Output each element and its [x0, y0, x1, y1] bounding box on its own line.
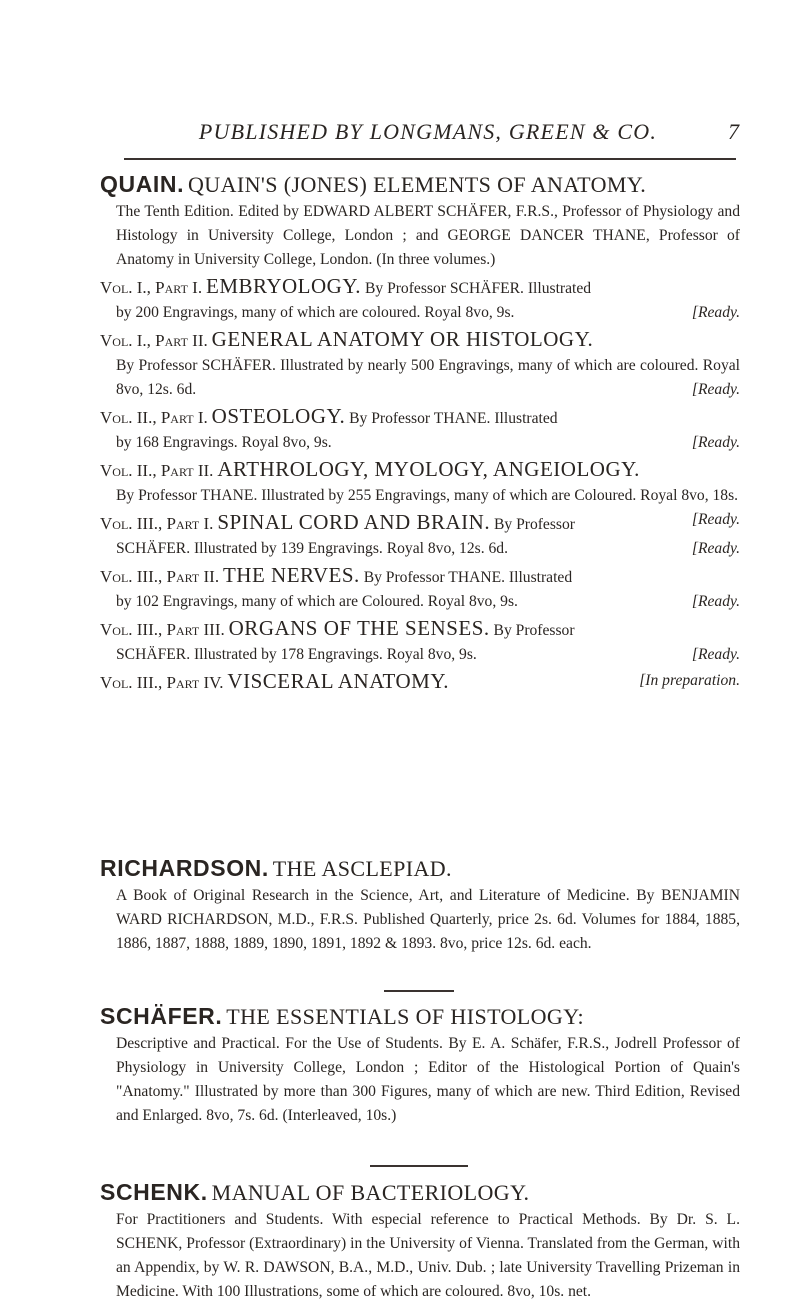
entry-key: QUAIN.	[100, 171, 185, 197]
volume-title: THE NERVES.	[222, 563, 360, 587]
entry-key: SCHÄFER.	[100, 1003, 223, 1029]
volume-details	[116, 537, 740, 561]
entry-key: SCHENK.	[100, 1179, 208, 1205]
volume-status: [Ready.	[691, 593, 740, 610]
volume-status: [In preparation.	[639, 672, 740, 689]
volume-number: Vol. III., Part IV.	[100, 673, 224, 692]
volume-details-text: By Professor SCHÄFER. Illustrated by nearly 500 Engravings, many of which are coloured. Royal 8vo, 12s. 6d.	[116, 357, 740, 398]
entry-quain	[100, 172, 740, 696]
volume-item	[100, 327, 740, 402]
volume-title: GENERAL ANATOMY OR HISTOLOGY.	[211, 327, 594, 351]
volume-details	[116, 431, 740, 455]
header-rule	[124, 158, 736, 160]
volume-byline: By Professor	[493, 516, 575, 533]
entry-heading	[100, 1004, 740, 1032]
volume-details	[116, 354, 740, 402]
entry-key: RICHARDSON.	[100, 855, 269, 881]
divider-rule	[384, 990, 454, 992]
volume-item	[100, 669, 740, 696]
volume-item	[100, 563, 740, 614]
volume-heading	[100, 327, 740, 354]
volume-details-text: by 200 Engravings, many of which are coloured. Royal 8vo, 9s.	[116, 304, 515, 321]
volume-heading	[100, 274, 740, 301]
entry-description: The Tenth Edition. Edited by EDWARD ALBERT SCHÄFER, F.R.S., Professor of Physiology and Histology in University College, London ; and GEORGE DANCER THANE, Professor of Anatomy in University College, London. (In three volumes.)	[116, 203, 740, 268]
volume-byline: By Professor SCHÄFER. Illustrated	[364, 280, 592, 297]
volume-byline: By Professor THANE. Illustrated	[363, 569, 573, 586]
volume-status: [Ready.	[691, 540, 740, 557]
volume-item	[100, 510, 740, 561]
volume-heading	[100, 669, 740, 696]
volume-number: Vol. II., Part II.	[100, 461, 214, 480]
entry-description: For Practitioners and Students. With especial reference to Practical Methods. By Dr. S. L. SCHENK, Professor (Extraordinary) in the University of Vienna. Translated from the German, with an Appendix, by W. R. DAWSON, B.A., M.D., Univ. Dub. ; late University Travelling Prizeman in Medicine. With 100 Illustrations, some of which are coloured. 8vo, 10s. net.	[116, 1211, 740, 1300]
volume-number: Vol. III., Part III.	[100, 620, 225, 639]
entry-title: THE ASCLEPIAD.	[272, 856, 452, 881]
entry-schenk	[100, 1180, 740, 1304]
volume-byline: By Professor	[493, 622, 575, 639]
entry-title: THE ESSENTIALS OF HISTOLOGY:	[226, 1004, 585, 1029]
volume-number: Vol. I., Part II.	[100, 331, 208, 350]
volume-details	[116, 590, 740, 614]
entry-description: Descriptive and Practical. For the Use of Students. By E. A. Schäfer, F.R.S., Jodrell Professor of Physiology in University College, London ; Editor of the Histological Portion of Quain's "Anatomy." Illustrated by more than 300 Figures, many of which are new. Third Edition, Revised and Enlarged. 8vo, 7s. 6d. (Interleaved, 10s.)	[116, 1035, 740, 1124]
entry-heading	[100, 856, 740, 884]
volume-details-text: by 102 Engravings, many of which are Coloured. Royal 8vo, 9s.	[116, 593, 518, 610]
volume-heading	[100, 457, 740, 484]
entry-schafer	[100, 1004, 740, 1128]
volume-status: [Ready.	[691, 646, 740, 663]
entry-heading	[100, 1180, 740, 1208]
volume-details	[116, 643, 740, 667]
volume-number: Vol. II., Part I.	[100, 408, 208, 427]
volume-heading	[100, 510, 740, 537]
volume-details-text: by 168 Engravings. Royal 8vo, 9s.	[116, 434, 332, 451]
volume-item	[100, 616, 740, 667]
entry-title: MANUAL OF BACTERIOLOGY.	[211, 1180, 530, 1205]
volume-details-text: SCHÄFER. Illustrated by 139 Engravings. Royal 8vo, 12s. 6d.	[116, 540, 508, 557]
volume-item	[100, 274, 740, 325]
volume-heading	[100, 563, 740, 590]
volume-title: OSTEOLOGY.	[211, 404, 346, 428]
volume-details-text: SCHÄFER. Illustrated by 178 Engravings. Royal 8vo, 9s.	[116, 646, 477, 663]
divider-rule	[370, 1165, 468, 1167]
entry-richardson	[100, 856, 740, 956]
volume-status: [Ready.	[691, 511, 740, 528]
entry-title: QUAIN'S (JONES) ELEMENTS OF ANATOMY.	[188, 172, 647, 197]
entry-description: A Book of Original Research in the Science, Art, and Literature of Medicine. By BENJAMIN WARD RICHARDSON, M.D., F.R.S. Published Quarterly, price 2s. 6d. Volumes for 1884, 1885, 1886, 1887, 1888, 1889, 1890, 1891, 1892 & 1893. 8vo, price 12s. 6d. each.	[116, 887, 740, 952]
page-number: 7	[728, 119, 739, 144]
volume-details	[116, 301, 740, 325]
running-header: PUBLISHED BY LONGMANS, GREEN & CO.	[198, 119, 658, 144]
volume-status: [Ready.	[691, 381, 740, 398]
volume-title: SPINAL CORD AND BRAIN.	[217, 510, 491, 534]
volume-title: VISCERAL ANATOMY.	[227, 669, 450, 693]
volume-status: [Ready.	[691, 434, 740, 451]
volume-heading	[100, 616, 740, 643]
volume-number: Vol. III., Part I.	[100, 514, 214, 533]
volume-heading	[100, 404, 740, 431]
volume-title: ARTHROLOGY, MYOLOGY, ANGEIOLOGY.	[217, 457, 640, 481]
volume-number: Vol. I., Part I.	[100, 278, 203, 297]
volume-number: Vol. III., Part II.	[100, 567, 220, 586]
volume-byline: By Professor THANE. Illustrated	[349, 410, 558, 427]
volume-details-text: By Professor THANE. Illustrated by 255 Engravings, many of which are Coloured. Royal 8vo, 18s.	[116, 487, 739, 504]
volume-title: ORGANS OF THE SENSES.	[228, 616, 490, 640]
volume-title: EMBRYOLOGY.	[206, 274, 362, 298]
volume-status: [Ready.	[691, 304, 740, 321]
volume-list	[100, 274, 740, 696]
volume-item	[100, 404, 740, 455]
entry-heading	[100, 172, 740, 200]
